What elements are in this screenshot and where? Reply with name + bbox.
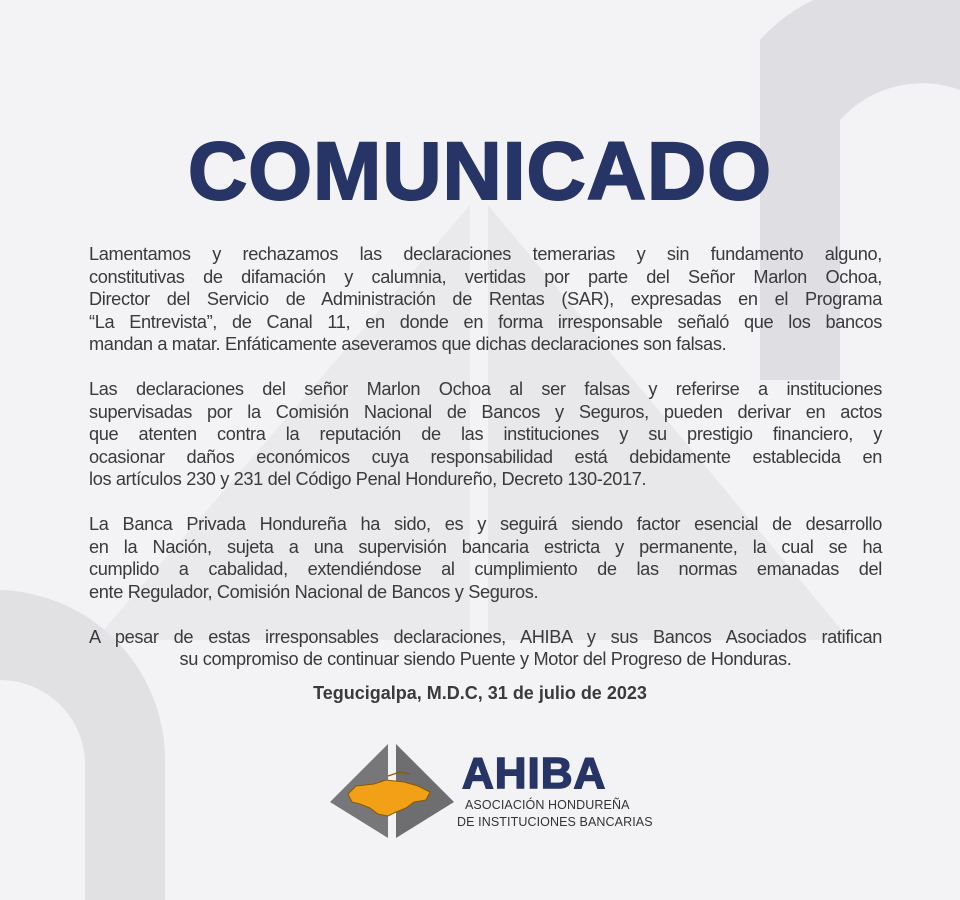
date-line: Tegucigalpa, M.D.C, 31 de julio de 2023: [313, 683, 647, 703]
text-line: los artículos 230 y 231 del Código Penal Hondureño, Decreto 130-2017.: [89, 469, 647, 489]
text-line: mandan a matar. Enfáticamente aseveramos que dichas declaraciones son falsas.: [89, 334, 727, 354]
text-line: que atenten contra la reputación de las instituciones y su prestigio financiero, y: [89, 424, 882, 444]
text-line: cumplido a cabalidad, extendiéndose al cumplimiento de las normas emanadas del: [89, 559, 882, 579]
text-line: Director del Servicio de Administración de Rentas (SAR), expresadas en el Programa: [89, 289, 882, 309]
text-line: supervisadas por la Comisión Nacional de Bancos y Seguros, pueden derivar en actos: [89, 401, 882, 422]
statement-body: [89, 243, 882, 693]
page-title: COMUNICADO: [188, 126, 772, 217]
text-line: “La Entrevista”, de Canal 11, en donde en forma irresponsable señaló que los bancos: [89, 311, 882, 332]
brand-subtitle-2: DE INSTITUCIONES BANCARIAS: [457, 815, 653, 829]
brand-name: AHIBA: [462, 749, 607, 798]
paragraph-4: [89, 626, 882, 671]
text-line: Las declaraciones del señor Marlon Ochoa al ser falsas y referirse a instituciones: [89, 379, 882, 399]
brand-subtitle-1: ASOCIACIÓN HONDUREÑA: [465, 798, 630, 812]
text-line: su compromiso de continuar siendo Puente y Motor del Progreso de Honduras.: [179, 649, 792, 669]
text-line: A pesar de estas irresponsables declaraciones, AHIBA y sus Bancos Asociados ratifican: [89, 626, 882, 647]
paragraph-2: [89, 378, 882, 491]
text-line: constitutivas de difamación y calumnia, vertidas por parte del Señor Marlon Ochoa,: [89, 266, 882, 287]
text-line: en la Nación, sujeta a una supervisión bancaria estricta y permanente, la cual se ha: [89, 536, 882, 557]
text-line: ocasionar daños económicos cuya responsabilidad está debidamente establecida en: [89, 446, 882, 467]
text-line: La Banca Privada Hondureña ha sido, es y seguirá siendo factor esencial de desarrollo: [89, 514, 882, 534]
paragraph-3: [89, 513, 882, 603]
text-line: Lamentamos y rechazamos las declaraciones temerarias y sin fundamento alguno,: [89, 244, 882, 264]
paragraph-1: [89, 243, 882, 356]
text-line: ente Regulador, Comisión Nacional de Bancos y Seguros.: [89, 581, 539, 602]
